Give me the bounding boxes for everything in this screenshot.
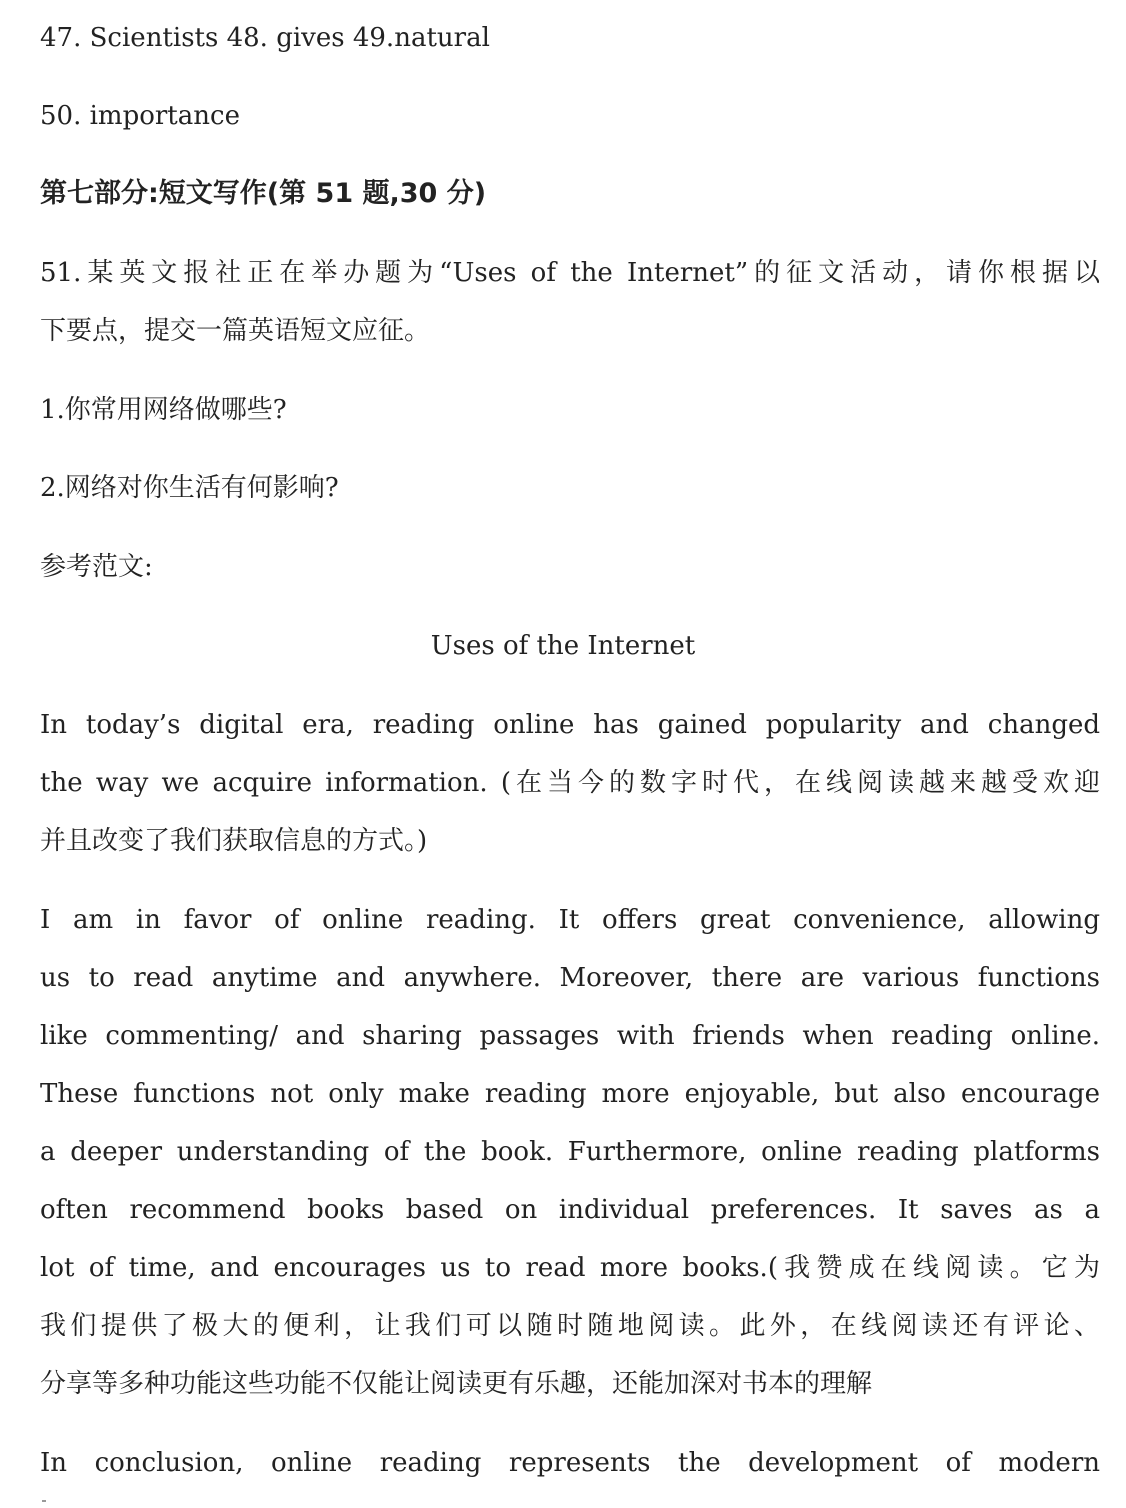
- essay-paragraph-2-line: 分享等多种功能这些功能不仅能让阅读更有乐趣，还能加深对书本的理解: [40, 1369, 873, 1399]
- question-line-2: 下要点，提交一篇英语短文应征。: [40, 316, 431, 346]
- essay-paragraph-2-line: often recommend books based on individual preferences. It saves as a: [40, 1195, 1100, 1225]
- answer-line-50: 50. importance: [40, 101, 240, 131]
- answer-line-47-49: 47. Scientists 48. gives 49.natural: [40, 23, 490, 53]
- essay-paragraph-2-line: I am in favor of online reading. It offers great convenience, allowing: [40, 905, 1100, 935]
- essay-paragraph-2-line: lot of time, and encourages us to read more books.(我赞成在线阅读。它为: [40, 1253, 1100, 1283]
- essay-paragraph-2-line: like commenting/ and sharing passages with friends when reading online.: [40, 1021, 1100, 1051]
- sample-essay-label: 参考范文:: [40, 552, 153, 582]
- essay-paragraph-2-line: us to read anytime and anywhere. Moreover, there are various functions: [40, 963, 1100, 993]
- essay-title: Uses of the Internet: [430, 631, 696, 661]
- scan-mark: [42, 1500, 46, 1502]
- essay-paragraph-1-line: In today’s digital era, reading online has gained popularity and changed: [40, 710, 1100, 740]
- essay-paragraph-3-line: In conclusion, online reading represents the development of modern: [40, 1448, 1100, 1478]
- question-point-1: 1.你常用网络做哪些?: [40, 395, 287, 425]
- essay-paragraph-2-line: These functions not only make reading more enjoyable, but also encourage: [40, 1079, 1100, 1109]
- essay-paragraph-1-line: the way we acquire information. (在当今的数字时代，在线阅读越来越受欢迎: [40, 768, 1100, 798]
- essay-paragraph-2-line: a deeper understanding of the book. Furthermore, online reading platforms: [40, 1137, 1100, 1167]
- essay-paragraph-1-line: 并且改变了我们获取信息的方式。): [40, 826, 428, 856]
- essay-paragraph-2-line: 我们提供了极大的便利，让我们可以随时随地阅读。此外，在线阅读还有评论、: [40, 1311, 1100, 1341]
- question-point-2: 2.网络对你生活有何影响?: [40, 473, 339, 503]
- section-heading: 第七部分:短文写作(第 51 题,30 分): [40, 178, 487, 209]
- question-line-1: 51.某英文报社正在举办题为“Uses of the Internet”的征文活动，请你根据以: [40, 258, 1100, 288]
